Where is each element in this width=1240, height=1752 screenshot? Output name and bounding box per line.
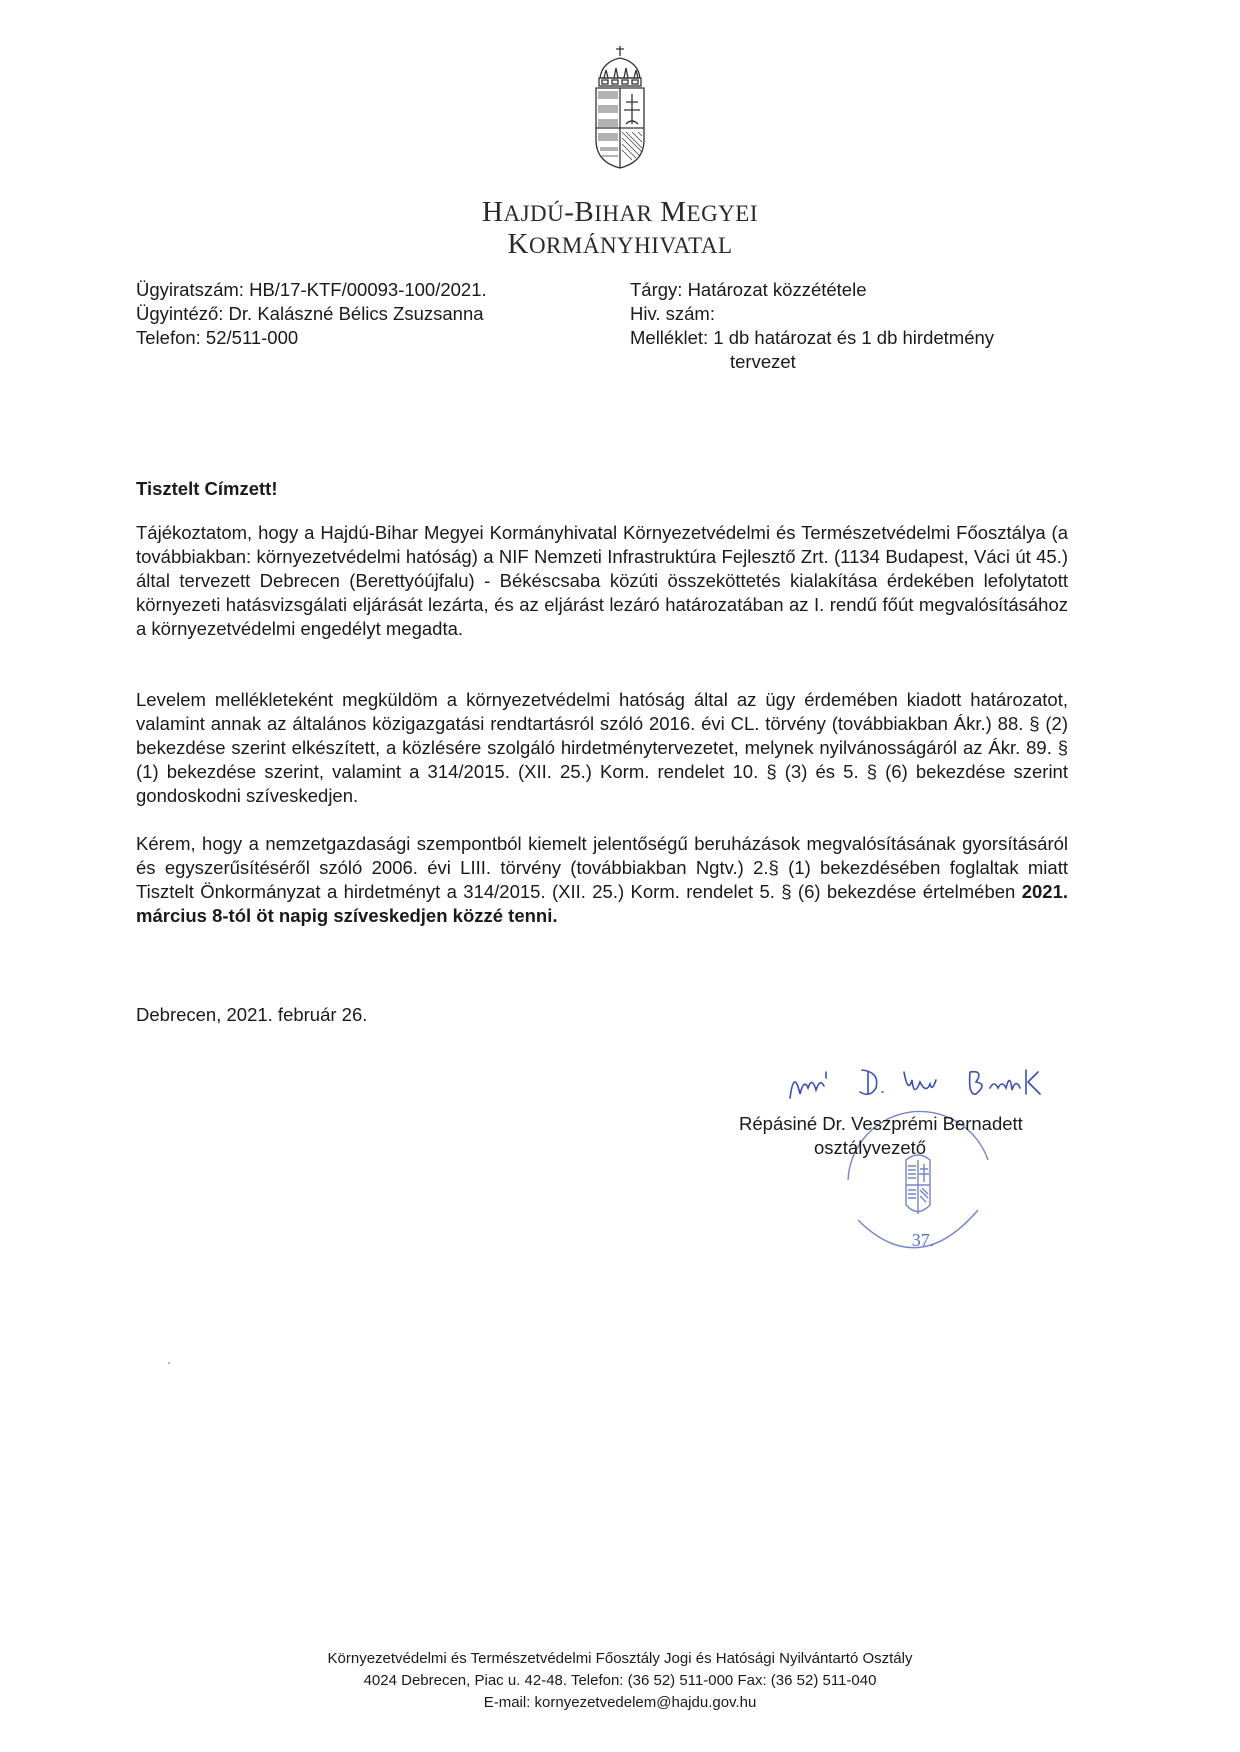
signatory-block	[739, 1112, 1023, 1160]
footer-address: 4024 Debrecen, Piac u. 42-48. Telefon: (36 52) 511-000 Fax: (36 52) 511-040	[363, 1672, 877, 1689]
coat-of-arms-icon	[588, 44, 652, 172]
reference-number: Hiv. szám:	[630, 303, 715, 324]
attachment: Melléklet: 1 db határozat és 1 db hirdetmény	[630, 327, 995, 348]
organization-name-line1	[0, 196, 1240, 229]
footer-department: Környezetvédelmi és Természetvédelmi Főosztály Jogi és Hatósági Nyilvántartó Osztály	[327, 1650, 913, 1667]
organization-name-line2	[0, 228, 1240, 261]
case-metadata-right	[630, 278, 994, 374]
org-line1-text: HAJDÚ-BIHAR MEGYEI	[482, 196, 758, 228]
body-paragraph-3	[136, 832, 1068, 928]
footer-email: E-mail: kornyezetvedelem@hajdu.gov.hu	[483, 1694, 757, 1711]
handwritten-signature-icon	[780, 1058, 1060, 1108]
scan-speck	[168, 1362, 170, 1364]
signatory-title: osztályvezető	[814, 1137, 927, 1158]
signatory-name: Répásiné Dr. Veszprémi Bernadett	[739, 1113, 1023, 1134]
salutation: Tisztelt Címzett!	[136, 478, 278, 499]
body-paragraph-1: Tájékoztatom, hogy a Hajdú-Bihar Megyei Kormányhivatal Környezetvédelmi és Természetvédelmi Főosztálya (a továbbiakban: környezetvédelmi hatóság) a NIF Nemzeti Infrastruktúra Fejlesztő Zrt. (1134 Budapest, Váci út 45.) által tervezett Debrecen (Berettyóújfalu) - Békéscsaba közúti összeköttetés kialakítása érdekében lefolytatott környezeti hatásvizsgálati eljárását lezárta, és az eljárást lezáró határozatában az I. rendű főút megvalósításához a környezetvédelmi engedélyt megadta.	[136, 522, 1068, 639]
case-metadata-left	[136, 278, 487, 350]
contact-phone: Telefon: 52/511-000	[136, 327, 299, 348]
footer	[0, 1648, 1240, 1714]
stamp-number: 37.	[911, 1230, 935, 1250]
body-paragraph-2: Levelem mellékleteként megküldöm a környezetvédelmi hatóság által az ügy érdemében kiadott határozatot, valamint annak az általános közigazgatási rendtartásról szóló 2016. évi CL. törvény (továbbiakban Ákr.) 88. § (2) bekezdése szerint elkészített, a közlésére szolgáló hirdetménytervezetet, melynek nyilvánosságáról az Ákr. 89. § (1) bekezdése szerint, valamint a 314/2015. (XII. 25.) Korm. rendelet 10. § (3) és 5. § (6) bekezdése szerint gondoskodni szíveskedjen.	[136, 689, 1068, 806]
attachment-continued: tervezet	[730, 351, 796, 372]
org-line2-text: KORMÁNYHIVATAL	[507, 228, 733, 260]
paragraph-3-text: Kérem, hogy a nemzetgazdasági szempontból kiemelt jelentőségű beruházások megvalósításának gyorsításáról és egyszerűsítéséről szóló 2006. évi LIII. törvény (továbbiakban Ngtv.) 2.§ (1) bekezdésében foglaltak miatt Tisztelt Önkormányzat a hirdetményt a 314/2015. (XII. 25.) Korm. rendelet 5. § (6) bekezdése értelmében	[136, 833, 1068, 902]
case-number: Ügyiratszám: HB/17-KTF/00093-100/2021.	[136, 279, 487, 300]
publication-deadline: 2021. március 8-tól öt napig szíveskedjen közzé tenni.	[136, 881, 1068, 926]
place-and-date: Debrecen, 2021. február 26.	[136, 1004, 368, 1025]
subject: Tárgy: Határozat közzététele	[630, 279, 867, 300]
case-administrator: Ügyintéző: Dr. Kalászné Bélics Zsuzsanna	[136, 303, 484, 324]
